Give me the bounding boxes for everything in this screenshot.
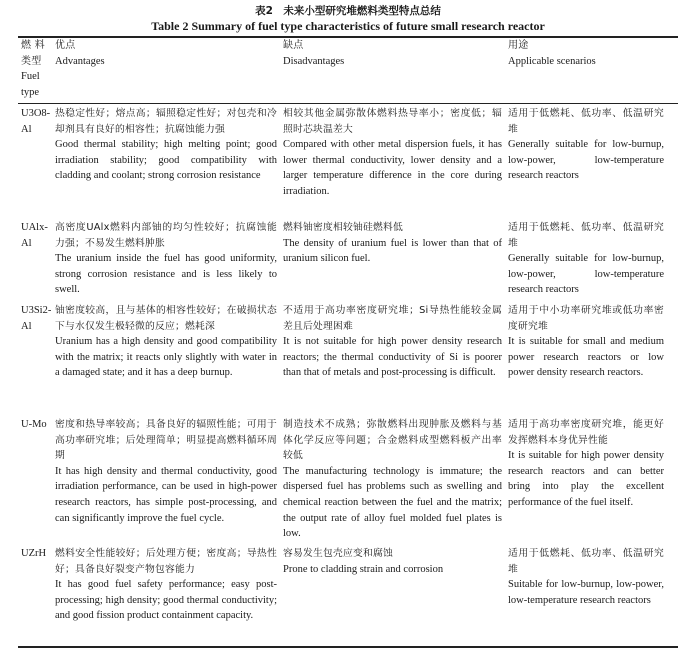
- table-row-scenarios: [508, 546, 664, 608]
- table-row-fuel: U3O8-Al: [21, 108, 51, 135]
- table-row-fuel: UZrH: [21, 548, 47, 559]
- table-bottom-rule: [18, 646, 678, 648]
- scenarios-zh: 适用于低燃耗、低功率、低温研究堆: [508, 548, 664, 575]
- table-row-disadvantages: [283, 417, 502, 542]
- table-row-scenarios: [508, 417, 664, 511]
- advantages-zh: 密度和热导率较高；具备良好的辐照性能；可用于高功率研究堆；后处理简单；明显提高燃料循环周期: [55, 419, 277, 462]
- table-row-scenarios: [508, 106, 664, 184]
- advantages-zh: 高密度UAlx燃料内部铀的均匀性较好；抗腐蚀能力强；不易发生燃料肿胀: [55, 222, 277, 249]
- table-row-advantages: [55, 106, 277, 184]
- disadvantages-zh: 燃料铀密度相较铀硅燃料低: [283, 222, 403, 233]
- header-advantages-zh: 优点: [55, 40, 76, 51]
- table-header-rule: [18, 103, 678, 104]
- scenarios-en: It is suitable for small and medium power research reactors or low power density research reactors.: [508, 336, 664, 379]
- header-fuel-type-en: Fuel type: [21, 71, 40, 98]
- table-row-scenarios: [508, 303, 664, 381]
- disadvantages-zh: 制造技术不成熟；弥散燃料出现肿胀及燃料与基体化学反应等问题；合金燃料成型燃料板产出率较低: [283, 419, 502, 462]
- header-fuel-type: [21, 38, 54, 100]
- scenarios-en: Generally suitable for low-burnup, low-power, low-temperature research reactors: [508, 253, 664, 296]
- table-caption-en: Table 2 Summary of fuel type characteristics of future small research reactor: [151, 19, 545, 33]
- header-disadvantages-zh: 缺点: [283, 40, 304, 51]
- disadvantages-zh: 容易发生包壳应变和腐蚀: [283, 548, 393, 559]
- table-row-fuel: U-Mo: [21, 419, 47, 430]
- table-row-disadvantages: [283, 546, 502, 577]
- advantages-en: Good thermal stability; high melting point; good irradiation stability; good compatibility with cladding and coolant; strong corrosion resistance: [55, 139, 277, 182]
- advantages-en: The uranium inside the fuel has good uniformity, strong corrosion resistance and is less likely to swell.: [55, 253, 277, 296]
- advantages-en: Uranium has a high density and good compatibility with the matrix; it reacts only slightly with water in a damaged state; and it has a deep burnup.: [55, 336, 277, 379]
- scenarios-zh: 适用于中小功率研究堆或低功率密度研究堆: [508, 305, 664, 332]
- scenarios-en: It is suitable for high power density research reactors and can better bring into play the excellent performance of the fuel itself.: [508, 450, 664, 508]
- disadvantages-en: It is not suitable for high power density research reactors; the thermal conductivity of Si is poorer than that of metals and post-processing is difficult.: [283, 336, 502, 379]
- table-row-advantages: [55, 546, 277, 624]
- header-disadvantages-en: Disadvantages: [283, 55, 345, 67]
- table-row-advantages: [55, 417, 277, 526]
- disadvantages-zh: 相较其他金属弥散体燃料热导率小；密度低；辐照时芯块温差大: [283, 108, 502, 135]
- disadvantages-en: Prone to cladding strain and corrosion: [283, 563, 444, 575]
- header-advantages-en: Advantages: [55, 55, 105, 67]
- scenarios-zh: 适用于低燃耗、低功率、低温研究堆: [508, 108, 664, 135]
- advantages-en: It has high density and thermal conductivity, good irradiation performance, can be used in high-power research reactors, has simple post-processing, and can significantly improve the fuel cycle.: [55, 465, 277, 524]
- header-scenarios-zh: 用途: [508, 40, 529, 51]
- advantages-en: It has good fuel safety performance; easy post-processing; high density; good thermal conductivity; and good fission product containment capacity.: [55, 579, 277, 622]
- disadvantages-en: Compared with other metal dispersion fuels, it has lower thermal conductivity, lower density and a larger temperature difference in the core during irradiation.: [283, 139, 502, 197]
- table-row-disadvantages: [283, 303, 502, 381]
- header-scenarios: [508, 38, 664, 69]
- table-row-disadvantages: [283, 220, 502, 267]
- advantages-zh: 燃料安全性能较好；后处理方便；密度高；导热性好；具备良好裂变产物包容能力: [55, 548, 277, 575]
- scenarios-en: Suitable for low-burnup, low-power, low-temperature research reactors: [508, 579, 664, 606]
- table-row-fuel: UAlx-Al: [21, 222, 48, 249]
- advantages-zh: 热稳定性好；熔点高；辐照稳定性好；对包壳和冷却剂具有良好的相容性；抗腐蚀能力强: [55, 108, 277, 135]
- table-row-advantages: [55, 220, 277, 298]
- table-row-scenarios: [508, 220, 664, 298]
- header-fuel-type-zh: 燃料类型: [21, 40, 45, 67]
- disadvantages-zh: 不适用于高功率密度研究堆；Si导热性能较金属差且后处理困难: [283, 305, 502, 332]
- table-caption-zh: 表2 未来小型研究堆燃料类型特点总结: [255, 5, 441, 17]
- header-advantages: [55, 38, 277, 69]
- table-row-fuel: U3Si2-Al: [21, 305, 52, 332]
- header-disadvantages: [283, 38, 502, 69]
- scenarios-zh: 适用于高功率密度研究堆，能更好发挥燃料本身优异性能: [508, 419, 664, 446]
- disadvantages-en: The manufacturing technology is immature; the dispersed fuel has problems such as swelling and chemical reaction between the fuel and the matrix; the output rate of alloy fuel molded fuel plates is low.: [283, 465, 502, 540]
- table-row-advantages: [55, 303, 277, 381]
- scenarios-en: Generally suitable for low-burnup, low-power, low-temperature research reactors: [508, 139, 664, 182]
- scenarios-zh: 适用于低燃耗、低功率、低温研究堆: [508, 222, 664, 249]
- advantages-zh: 铀密度较高，且与基体的相容性较好；在破损状态下与水仅发生极轻微的反应；燃耗深: [55, 305, 277, 332]
- table-row-disadvantages: [283, 106, 502, 200]
- disadvantages-en: The density of uranium fuel is lower than that of uranium silicon fuel.: [283, 237, 502, 265]
- header-scenarios-en: Applicable scenarios: [508, 55, 596, 67]
